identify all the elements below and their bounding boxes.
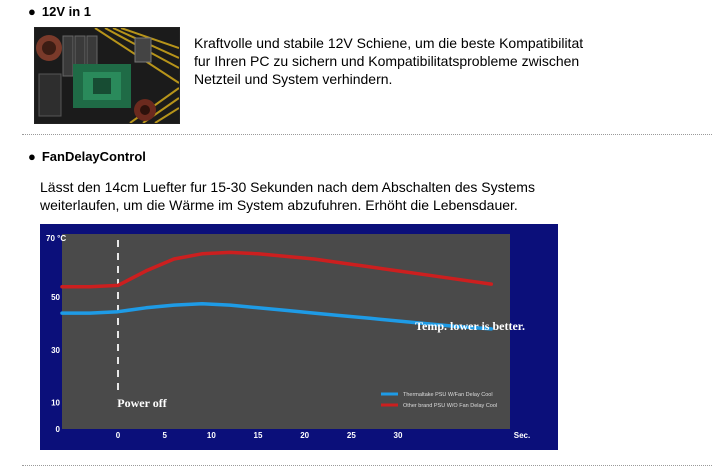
x-tick-label: 15 [253,431,263,440]
legend-label-1: Other brand PSU W/O Fan Delay Cool [403,403,498,409]
y-tick-label: 30 [51,345,60,355]
x-tick-label: 5 [162,431,167,440]
y-axis-label: 70 °C [46,234,67,243]
legend-label-0: Thermaltake PSU W/Fan Delay Cool [403,392,493,398]
y-tick-label: 50 [51,293,60,303]
bullet-icon: ● [28,149,36,164]
text-line: Lässt den 14cm Luefter fur 15-30 Sekunden nach dem Abschalten des Systems [40,179,535,195]
section-heading-12v [28,4,91,19]
section-divider [22,134,712,135]
annotation-temp-lower: Temp. lower is better. [415,319,525,333]
fan-delay-temperature-chart [40,224,558,450]
annotation-power-off: Power off [117,396,167,410]
text-line: weiterlaufen, um die Wärme im System abzufuhren. Erhöht die Lebensdauer. [40,197,518,213]
text-line: Kraftvolle und stabile 12V Schiene, um die beste Kompatibilitat [194,35,584,51]
section-heading-fandelay [28,149,146,164]
x-axis-label: Sec. [513,431,531,440]
psu-internal-photo [34,27,180,124]
section-description-fandelay [40,178,600,214]
text-line: fur Ihren PC zu sichern und Kompatibilitatsprobleme zwischen [194,53,580,69]
section-description-12v [194,34,634,88]
section-divider [22,465,712,466]
section-title: FanDelayControl [41,149,146,164]
x-tick-label: 30 [393,431,403,440]
x-tick-label: 10 [206,431,216,440]
x-tick-label: 0 [115,431,121,440]
bullet-icon: ● [28,4,36,19]
psu-photo-illustration [35,28,179,123]
text-line: Netzteil und System verhindern. [194,71,393,87]
chart-svg [40,224,558,450]
y-tick-label: 0 [55,425,60,434]
x-tick-label: 20 [300,431,310,440]
section-title: 12V in 1 [41,4,91,19]
x-tick-label: 25 [346,431,356,440]
y-tick-label: 10 [51,398,60,408]
